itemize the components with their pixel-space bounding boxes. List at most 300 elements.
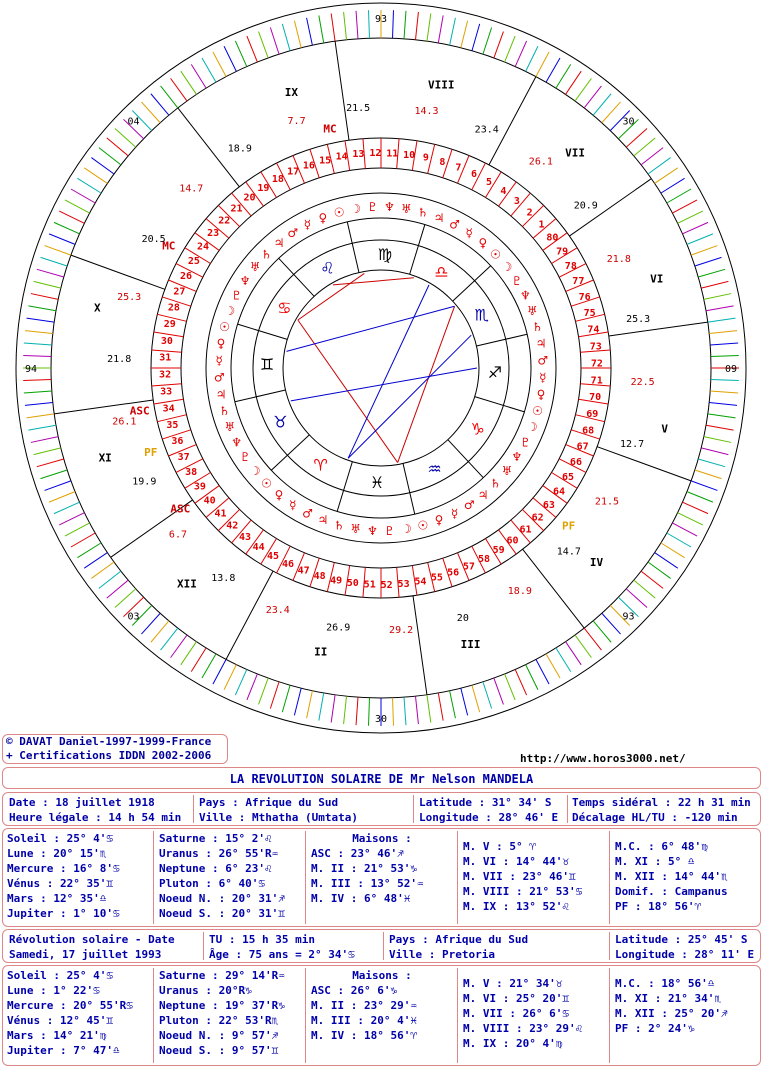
degree-number: 40	[203, 495, 216, 507]
revolution-house: M. XI : 21° 34'♏	[615, 992, 721, 1005]
revolution-planet: Mars : 14° 21'♍	[7, 1029, 107, 1042]
angle-label: PF	[144, 445, 158, 459]
natal-house: M. XII : 14° 44'♏	[615, 870, 728, 883]
outer-tick	[438, 693, 443, 721]
natal-offset: Décalage HL/TU : -120 min	[572, 811, 738, 824]
degree-number: 32	[159, 369, 172, 381]
aspect-lines	[286, 273, 477, 462]
natal-house: Domif. : Campanus	[615, 885, 728, 898]
outer-number: 30	[622, 116, 635, 128]
outer-tick	[37, 269, 64, 277]
planet-glyph: ♅	[224, 420, 236, 435]
outer-tick	[602, 613, 621, 634]
outer-tick	[648, 158, 671, 174]
planet-glyph: ♂	[213, 370, 225, 385]
natal-planet: Noeud S. : 20° 31'♊	[159, 907, 285, 920]
outer-tick	[28, 306, 56, 311]
degree-label: 23.4	[474, 124, 499, 136]
outer-tick	[181, 642, 197, 665]
degree-number: 62	[531, 512, 544, 524]
planet-glyph: ☽	[501, 260, 513, 275]
degree-label: 12.7	[620, 438, 645, 450]
planet-glyph: ♅	[249, 260, 261, 275]
degree-number: 30	[160, 335, 173, 347]
revolution-house: M. V : 21° 34'♉	[463, 977, 563, 990]
degree-number: 51	[363, 579, 376, 591]
outer-tick	[655, 553, 678, 569]
zodiac-sign: ♋	[277, 298, 292, 318]
outer-tick	[213, 659, 226, 684]
degree-label: 26.1	[112, 416, 137, 428]
outer-tick	[706, 306, 734, 311]
outer-tick	[191, 648, 206, 672]
degree-label: 6.7	[168, 529, 187, 541]
outer-tick	[25, 402, 53, 405]
outer-tick	[307, 18, 313, 45]
outer-tick	[602, 102, 621, 123]
outer-tick	[678, 513, 703, 525]
degree-number: 56	[447, 567, 460, 579]
revolution-planet: Uranus : 20°R♑	[159, 984, 252, 997]
planet-glyph: ☽	[400, 522, 412, 537]
outer-tick	[483, 682, 492, 709]
revolution-planets-col1	[7, 968, 133, 1058]
degree-number: 64	[552, 486, 566, 498]
degree-number: 16	[302, 160, 315, 172]
degree-label: 14.3	[414, 105, 439, 117]
degree-label: 7.7	[287, 115, 306, 127]
planet-glyph: ☿	[465, 226, 473, 241]
degree-number: 69	[586, 408, 599, 420]
outer-tick	[701, 281, 728, 288]
planet-glyph: ♇	[384, 523, 395, 538]
outer-tick	[691, 481, 717, 491]
degree-number: 26	[180, 271, 193, 283]
aspect-line	[398, 306, 455, 462]
angle-label: MC	[162, 239, 176, 253]
planet-glyph: ☉	[490, 247, 501, 262]
degree-number: 22	[218, 215, 231, 227]
outer-tick	[556, 64, 571, 88]
revolution-planet: Pluton : 22° 53'R♏	[159, 1014, 279, 1027]
natal-longitude: Longitude : 28° 46' E	[419, 811, 559, 824]
planet-glyph: ♄	[490, 476, 501, 491]
degree-number: 78	[564, 260, 577, 272]
wheel-rings	[16, 3, 746, 733]
outer-tick	[536, 659, 549, 684]
revolution-country: Pays : Afrique du Sud	[389, 933, 529, 946]
natal-planet: Noeud N. : 20° 31'♐	[159, 892, 285, 905]
revolution-house: M. IX : 20° 4'♍	[463, 1037, 563, 1050]
natal-house: M.C. : 6° 48'♍	[615, 840, 708, 853]
revolution-house: M. IV : 18° 56'♈	[311, 1029, 417, 1042]
revolution-house: M.C. : 18° 56'♎	[615, 977, 715, 990]
revolution-planet: Soleil : 25° 4'♋	[7, 969, 113, 982]
outer-number: 93	[374, 14, 388, 25]
revolution-planet: Jupiter : 7° 47'♎	[7, 1044, 120, 1057]
outer-tick	[695, 470, 722, 479]
natal-planets-col2	[159, 831, 285, 921]
outer-tick	[655, 168, 678, 184]
degree-number: 2	[526, 207, 533, 219]
revolution-planet: Lune : 1° 22'♋	[7, 984, 100, 997]
revolution-planet: Mercure : 20° 55'R♋	[7, 999, 133, 1012]
degree-number: 42	[226, 520, 239, 532]
natal-houses-col1	[311, 831, 453, 906]
outer-tick	[24, 391, 52, 393]
outer-tick	[626, 589, 647, 608]
outer-tick	[23, 356, 51, 357]
degree-label: 13.8	[211, 573, 236, 585]
natal-planet: Vénus : 22° 35'♊	[7, 877, 113, 890]
zodiac-sign: ♉	[273, 412, 288, 432]
planet-glyph: ☉	[532, 403, 543, 418]
outer-tick	[706, 425, 734, 430]
outer-number: 30	[374, 714, 388, 725]
outer-tick	[710, 391, 738, 393]
zodiac-sign: ♎	[434, 262, 449, 282]
outer-tick	[461, 21, 468, 48]
outer-tick	[526, 46, 538, 71]
planet-glyph: ☉	[417, 518, 429, 533]
outer-tick	[202, 654, 216, 678]
zodiac-sign: ♈	[313, 455, 328, 475]
outer-tick	[556, 648, 571, 672]
revolution-planet: Vénus : 12° 45'♊	[7, 1014, 113, 1027]
outer-tick	[709, 331, 737, 334]
outer-tick	[25, 331, 53, 334]
outer-tick	[34, 281, 61, 288]
planet-glyph: ♄	[261, 247, 272, 262]
degree-number: 54	[414, 576, 427, 588]
planet-glyph: ♆	[511, 450, 523, 465]
degree-number: 57	[462, 561, 475, 573]
planet-glyph: ☽	[350, 201, 362, 216]
outer-tick	[84, 553, 107, 569]
outer-tick	[667, 189, 691, 203]
outer-tick	[84, 168, 107, 184]
planet-glyph: ♂	[302, 506, 313, 521]
outer-tick	[77, 543, 101, 558]
house-cusp	[335, 41, 349, 140]
outer-tick	[687, 492, 713, 502]
degree-number: 37	[177, 451, 190, 463]
outer-tick	[404, 11, 406, 39]
outer-tick	[26, 318, 54, 322]
outer-tick	[115, 128, 136, 147]
planet-glyph: ♆	[384, 200, 395, 215]
planet-glyph: ♆	[231, 435, 243, 450]
outer-tick	[151, 94, 169, 115]
degree-number: 4	[500, 185, 507, 197]
degree-label: 21.5	[346, 102, 371, 114]
planet-glyph: ☉	[333, 205, 345, 220]
natal-time: Heure légale : 14 h 54 min	[9, 811, 182, 824]
degree-number: 15	[319, 155, 332, 167]
degree-label: 21.8	[107, 353, 132, 365]
degree-number: 79	[556, 246, 569, 258]
revolution-info-box	[2, 929, 761, 963]
degree-number: 48	[313, 571, 326, 583]
planet-glyph: ♇	[231, 288, 243, 303]
outer-tick	[91, 562, 114, 578]
degree-number: 21	[230, 203, 243, 215]
outer-tick	[319, 15, 324, 43]
outer-tick	[107, 138, 128, 156]
revolution-positions-box	[2, 965, 761, 1066]
outer-tick	[45, 481, 71, 491]
outer-tick	[415, 12, 418, 40]
house-number: II	[314, 645, 328, 659]
planet-glyph: ♆	[519, 288, 531, 303]
outer-tick	[438, 15, 443, 43]
natal-planet: Soleil : 25° 4'♋	[7, 832, 113, 845]
degree-number: 76	[578, 291, 591, 303]
outer-number: 93	[622, 611, 635, 623]
outer-tick	[224, 665, 236, 690]
sign-divider	[476, 334, 527, 346]
degree-number: 46	[281, 558, 295, 570]
degree-number: 19	[257, 182, 270, 194]
degree-number: 44	[252, 542, 265, 554]
aspect-line	[333, 278, 414, 285]
outer-tick	[701, 448, 728, 455]
outer-number: 04	[127, 116, 140, 128]
degree-number: 20	[243, 192, 256, 204]
outer-tick	[171, 635, 187, 658]
degree-label: 18.9	[507, 586, 532, 598]
house-number: V	[661, 422, 668, 436]
house-number: IX	[284, 86, 299, 100]
natal-house: ASC : 23° 46'♐	[311, 847, 404, 860]
outer-tick	[708, 318, 736, 322]
outer-tick	[24, 343, 52, 345]
natal-house: M. IV : 6° 48'♓	[311, 892, 411, 905]
wheel-ring	[16, 3, 746, 733]
angle-label: ASC	[129, 404, 150, 418]
planet-glyph: ♅	[400, 201, 412, 216]
outer-tick	[41, 257, 68, 266]
degree-number: 61	[519, 524, 532, 536]
degree-number: 39	[193, 481, 206, 493]
page-title: LA REVOLUTION SOLAIRE DE Mr Nelson MANDELA	[2, 767, 761, 789]
outer-tick	[515, 669, 526, 695]
degree-number: 67	[576, 441, 589, 453]
outer-tick	[247, 36, 257, 62]
outer-tick	[171, 78, 187, 101]
wheel-ring	[51, 38, 711, 698]
revolution-house: M. VIII : 23° 29'♌	[463, 1022, 583, 1035]
outer-tick	[259, 678, 269, 704]
degree-number: 7	[455, 162, 462, 174]
revolution-houses-col3	[615, 976, 728, 1036]
outer-tick	[23, 380, 51, 381]
outer-tick	[319, 693, 324, 721]
outer-tick	[31, 294, 58, 300]
planet-glyph: ♄	[532, 320, 543, 335]
outer-tick	[546, 58, 560, 82]
outer-tick	[282, 685, 290, 712]
outer-tick	[141, 102, 160, 123]
outer-tick	[307, 691, 313, 718]
degree-number: 9	[422, 152, 429, 164]
outer-tick	[687, 234, 713, 244]
natal-house: M. IX : 13° 52'♌	[463, 900, 569, 913]
outer-tick	[282, 24, 290, 51]
outer-tick	[695, 257, 722, 266]
degree-number: 77	[572, 276, 585, 288]
outer-tick	[369, 10, 370, 38]
revolution-houses-col2	[463, 976, 582, 1051]
outer-tick	[41, 470, 68, 479]
zodiac-sign: ♊	[259, 355, 275, 375]
certification-line: + Certifications IDDN 2002-2006	[6, 749, 212, 762]
outer-tick	[91, 158, 114, 174]
outer-tick	[682, 502, 708, 513]
degree-number: 36	[171, 436, 184, 448]
revolution-date: Samedi, 17 juillet 1993	[9, 948, 162, 961]
revolution-latitude: Latitude : 25° 45' S	[615, 933, 748, 946]
outer-tick	[566, 71, 582, 94]
outer-tick	[344, 12, 347, 40]
aspect-line	[291, 368, 477, 401]
planet-glyph: ☿	[539, 370, 547, 385]
outer-tick	[641, 571, 663, 588]
planet-glyph: ♃	[535, 336, 547, 351]
degree-label: 21.8	[606, 254, 631, 266]
revolution-house: M. II : 23° 29'♒	[311, 999, 417, 1012]
revolution-planet: Noeud N. : 9° 57'♐	[159, 1029, 279, 1042]
planet-glyph: ☽	[249, 463, 261, 478]
website-link[interactable]: http://www.horos3000.net/	[520, 752, 686, 765]
outer-tick	[672, 200, 697, 213]
degree-number: 13	[352, 149, 365, 161]
revolution-house: M. III : 20° 4'♓	[311, 1014, 417, 1027]
sign-divider	[347, 222, 359, 273]
copyright-box	[2, 734, 228, 764]
planet-glyph: ♂	[537, 353, 549, 368]
house-number: VI	[650, 272, 664, 286]
planet-glyph: ♄	[417, 205, 429, 220]
outer-tick	[672, 523, 697, 536]
planet-glyph: ♅	[350, 522, 362, 537]
planet-glyph: ♄	[333, 518, 345, 533]
natal-positions-box	[2, 828, 761, 927]
revolution-longitude: Longitude : 28° 11' E	[615, 948, 755, 961]
outer-tick	[59, 513, 84, 525]
outer-tick	[202, 58, 216, 82]
degree-number: 66	[569, 456, 582, 468]
outer-tick	[682, 222, 708, 233]
outer-tick	[667, 533, 691, 547]
degree-number: 35	[166, 419, 179, 431]
revolution-age: Âge : 75 ans = 2° 34'♋	[209, 948, 355, 961]
outer-tick	[115, 589, 136, 608]
planet-glyph: ♀	[216, 336, 226, 351]
outer-tick	[65, 200, 90, 213]
outer-tick	[37, 459, 64, 467]
outer-tick	[235, 669, 246, 695]
outer-tick	[65, 523, 90, 536]
planet-glyph: ♂	[463, 497, 475, 512]
outer-tick	[259, 32, 269, 58]
outer-tick	[584, 86, 601, 108]
planet-glyph: ♀	[536, 387, 546, 402]
degree-number: 38	[185, 467, 198, 479]
outer-tick	[526, 665, 538, 690]
revolution-time: TU : 15 h 35 min	[209, 933, 315, 946]
revolution-houses-col1	[311, 968, 453, 1043]
planet-glyph: ☉	[261, 476, 272, 491]
outer-tick	[235, 41, 246, 67]
natal-houses-col2	[463, 839, 582, 914]
outer-tick	[427, 695, 431, 723]
outer-tick	[404, 697, 406, 725]
revolution-label: Révolution solaire - Date	[9, 933, 175, 946]
natal-house: M. VI : 14° 44'♉	[463, 855, 569, 868]
degree-number: 70	[589, 392, 602, 404]
aspect-line	[298, 273, 364, 320]
planet-glyph: ♀	[434, 513, 444, 528]
outer-tick	[49, 492, 75, 502]
outer-tick	[709, 402, 737, 405]
degree-number: 11	[386, 148, 399, 160]
degree-number: 12	[369, 148, 382, 160]
zodiac-sign: ♍	[377, 245, 393, 265]
outer-tick	[450, 18, 456, 45]
revolution-planet: Neptune : 19° 37'R♑	[159, 999, 285, 1012]
sign-divider	[279, 258, 314, 296]
natal-house: M. VII : 23° 46'♊	[463, 870, 576, 883]
planet-glyph: ♂	[449, 217, 460, 232]
natal-latitude: Latitude : 31° 34' S	[419, 796, 552, 809]
degree-label: 20.5	[141, 233, 166, 245]
outer-tick	[415, 696, 418, 724]
natal-planet: Neptune : 6° 23'♌	[159, 862, 272, 875]
revolution-planets-col2	[159, 968, 285, 1058]
degree-label: 26.1	[528, 156, 553, 168]
sign-divider	[271, 435, 309, 470]
outer-tick	[28, 425, 56, 430]
outer-tick	[634, 138, 655, 156]
outer-tick	[634, 580, 655, 598]
sign-divider	[475, 397, 525, 412]
planet-glyph: ♄	[219, 403, 230, 418]
outer-tick	[575, 78, 591, 101]
aspect-line	[348, 335, 471, 458]
degree-label: 14.7	[179, 183, 204, 195]
house-number: IV	[589, 556, 604, 570]
degree-number: 33	[160, 386, 173, 398]
degree-number: 68	[582, 425, 595, 437]
planet-glyph: ♃	[317, 513, 329, 528]
zodiac-sign: ♏	[474, 305, 489, 325]
degree-number: 55	[430, 572, 443, 584]
aspect-line	[348, 285, 429, 458]
house-number: VII	[565, 146, 585, 160]
degree-number: 24	[196, 241, 210, 253]
house-number: VIII	[428, 78, 455, 92]
zodiac-sign: ♑	[470, 419, 485, 439]
outer-tick	[393, 698, 394, 726]
outer-tick	[641, 148, 663, 165]
planet-glyph: ♀	[274, 487, 284, 502]
outer-tick	[450, 691, 456, 718]
degree-number: 14	[335, 151, 348, 163]
outer-tick	[427, 13, 431, 41]
wheel-ring	[283, 270, 479, 466]
outer-tick	[708, 414, 736, 418]
